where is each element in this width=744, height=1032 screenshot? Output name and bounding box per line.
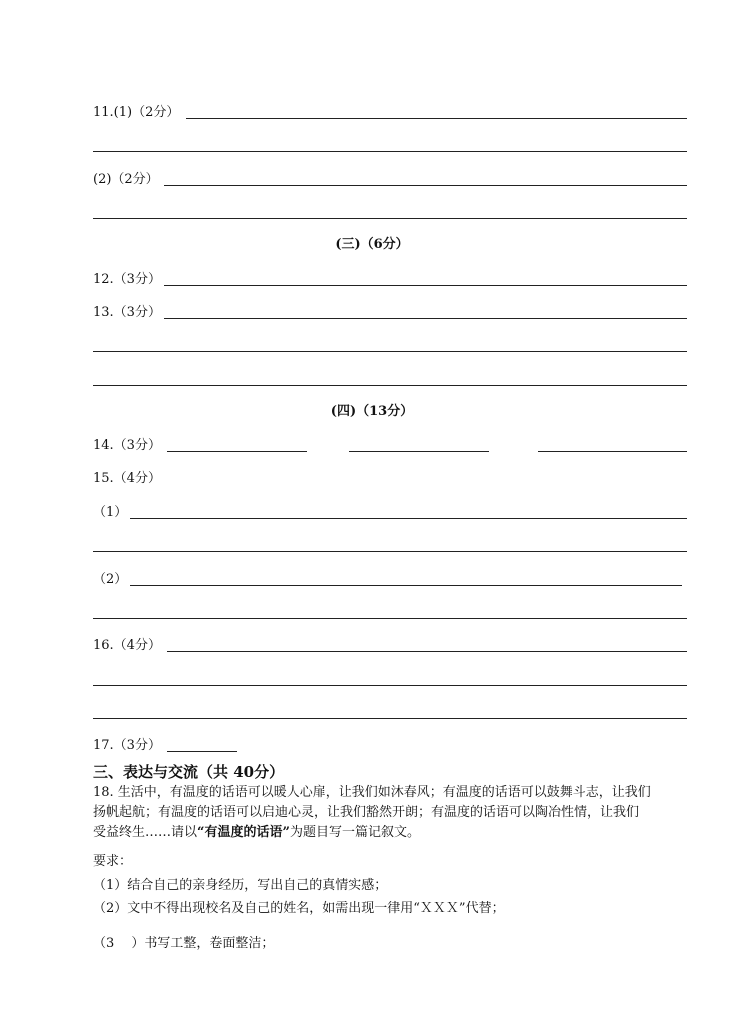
q16-answer-line-2[interactable] [93, 685, 687, 686]
q12-label: 12.（3分） [93, 272, 161, 287]
q15-part2-label: （2） [93, 572, 128, 587]
q17-answer-blank[interactable] [167, 751, 237, 752]
q11-part1-answer-line-2[interactable] [93, 151, 687, 152]
q16-answer-line[interactable] [167, 651, 687, 652]
q13-answer-line-2[interactable] [93, 351, 687, 352]
q18-requirement-2: （2）文中不得出现校名及自己的姓名，如需出现一律用“ＸＸＸ”代替； [93, 901, 505, 916]
q14-label: 14.（3分） [93, 438, 161, 453]
section4-title: (四)（13分） [330, 404, 414, 419]
q15-part1-answer-line-2[interactable] [93, 551, 687, 552]
q18-line-3-pre: 受益终生……请以 [93, 825, 198, 840]
q13-label: 13.（3分） [93, 305, 161, 320]
q11-part1-label: 11.(1)（2分） [93, 105, 180, 120]
q14-answer-blank-1[interactable] [167, 451, 307, 452]
part3-title: 三、表达与交流（共 40分） [93, 763, 285, 781]
q15-label: 15.（4分） [93, 471, 161, 486]
q18-line-3 [93, 823, 693, 843]
q16-label: 16.（4分） [93, 638, 161, 653]
q13-answer-line[interactable] [164, 318, 687, 319]
q11-part2-answer-line-2[interactable] [93, 218, 687, 219]
q18-line-1: 18. 生活中，有温度的话语可以暖人心扉，让我们如沐春风；有温度的话语可以鼓舞斗志，让我们 [93, 785, 651, 800]
q13-answer-line-3[interactable] [93, 385, 687, 386]
section3-title: (三)（6分） [335, 237, 409, 252]
q18-line-2: 扬帆起航；有温度的话语可以启迪心灵，让我们豁然开朗；有温度的话语可以陶冶性情，让我们 [93, 805, 640, 820]
q18-requirements-label: 要求： [93, 854, 133, 869]
q12-answer-line[interactable] [164, 285, 687, 286]
q15-part1-answer-line[interactable] [130, 518, 687, 519]
q15-part2-answer-line[interactable] [130, 585, 682, 586]
q16-answer-line-3[interactable] [93, 718, 687, 719]
q18-prompt [93, 783, 693, 843]
q11-part2-label: (2)（2分） [93, 172, 159, 187]
q18-essay-topic: “有温度的话语” [197, 825, 290, 840]
q18-requirement-1: （1）结合自己的亲身经历，写出自己的真情实感； [93, 878, 388, 893]
q17-label: 17.（3分） [93, 738, 161, 753]
q14-answer-blank-2[interactable] [349, 451, 489, 452]
q11-part1-answer-line[interactable] [186, 118, 687, 119]
q11-part2-answer-line[interactable] [164, 185, 687, 186]
q14-answer-blank-3[interactable] [538, 451, 687, 452]
q18-line-3-post: 为题目写一篇记叙文。 [289, 825, 420, 840]
q15-part1-label: （1） [93, 505, 128, 520]
q18-requirement-3: （3 ）书写工整，卷面整洁； [93, 936, 275, 951]
q15-part2-answer-line-2[interactable] [93, 618, 687, 619]
